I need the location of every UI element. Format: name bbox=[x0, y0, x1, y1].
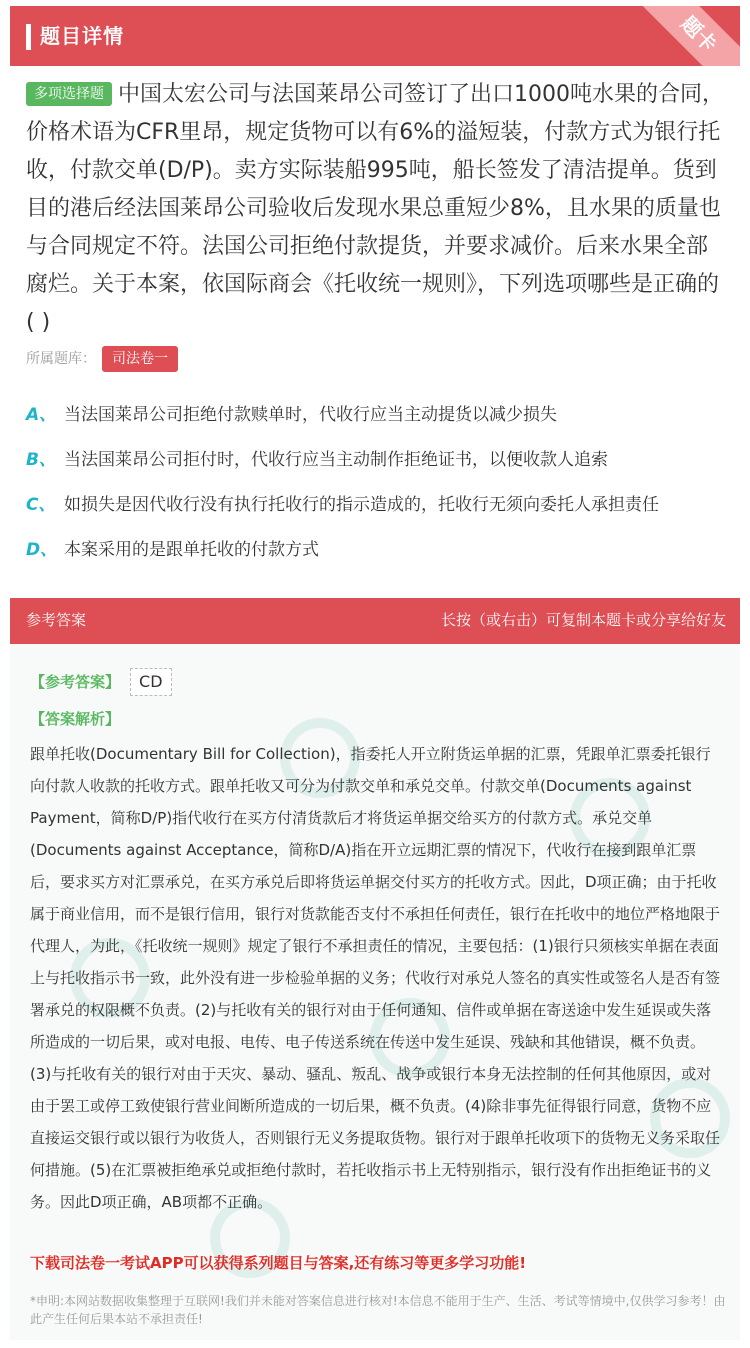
answer-header-title: 参考答案 bbox=[26, 611, 87, 629]
analysis-text: 跟单托收(Documentary Bill for Collection)，指委托人开立附货运单据的汇票，凭跟单汇票委托银行向付款人收款的托收方式。跟单托收又可分为付款交单和承兑交单。付款交单(Documents against Payment，简称D/P)指代收行在买方付清货款后才将货运单据交给买方的付款方式。承兑交单 (Documents against Acceptance，简称D/A)指在开立远期汇票的情况下，代收行在接到跟单汇票后，要求买方对汇票承兑，在买方承兑后即将货运单据交付买方的托收方式。因此，D项正确；由于托收属于商业信用，而不是银行信用，银行对货款能否支付不承担任何责任，银行在托收中的地位严格地限于代理人，为此，《托收统一规则》规定了银行不承担责任的情况，主要包括：(1)银行只须核实单据在表面上与托收指示书一致，此外没有进一步检验单据的义务；代收行对承兑人签名的真实性或签名人是否有签署承兑的权限概不负责。(2)与托收有关的银行对由于任何通知、信件或单据在寄送途中发生延误或失落所造成的一切后果，或对电报、电传、电子传送系统在传送中发生延误、残缺和其他错误，概不负责。(3)与托收有关的银行对由于天灾、暴动、骚乱、叛乱、战争或银行本身无法控制的任何其他原因，或对由于罢工或停工致使银行营业间断所造成的一切后果，概不负责。(4)除非事先征得银行同意，货物不应直接运交银行或以银行为收货人，否则银行无义务提取货物。银行对于跟单托收项下的货物无义务采取任何措施。(5)在汇票被拒绝承兑或拒绝付款时，若托收指示书上无特别指示，银行没有作出拒绝证书的义务。因此D项正确，AB项都不正确。 bbox=[30, 745, 721, 1211]
question-text: 中国太宏公司与法国莱昂公司签订了出口1000吨水果的合同，价格术语为CFR里昂，规定货物可以有6%的溢短装，付款方式为银行托收，付款交单(D/P)。卖方实际装船995吨，船长签发了清洁提单。货到目的港后经法国莱昂公司验收后发现水果总重短少8%，且水果的质量也与合同规定不符。法国公司拒绝付款提货，并要求减价。后来水果全部腐烂。关于本案，依国际商会《托收统一规则》，下列选项哪些是正确的( ) bbox=[26, 82, 724, 335]
answer-card[interactable] bbox=[10, 598, 740, 1340]
option-a[interactable] bbox=[26, 400, 726, 430]
option-text: 如损失是因代收行没有执行托收行的指示造成的，托收行无须向委托人承担责任 bbox=[64, 495, 659, 515]
question-bank-label: 所属题库： bbox=[26, 351, 96, 367]
option-c[interactable] bbox=[26, 490, 726, 520]
answer-label: 【参考答案】 bbox=[30, 673, 121, 691]
card-ribbon: 题卡 bbox=[632, 6, 740, 66]
option-text: 当法国莱昂公司拒付时，代收行应当主动制作拒绝证书，以便收款人追索 bbox=[64, 450, 608, 470]
option-letter: A、 bbox=[26, 405, 57, 425]
page-title: 题目详情 bbox=[40, 24, 124, 48]
option-letter: C、 bbox=[26, 495, 56, 515]
option-d[interactable] bbox=[26, 535, 726, 565]
option-b[interactable] bbox=[26, 445, 726, 475]
share-hint: 长按（或右击）可复制本题卡或分享给好友 bbox=[440, 611, 726, 629]
app-download-promo[interactable]: 下载司法卷一考试APP可以获得系列题目与答案,还有练习等更多学习功能! bbox=[30, 1254, 527, 1272]
question-bank-row bbox=[26, 346, 178, 372]
option-letter: D、 bbox=[26, 540, 58, 560]
disclaimer: *申明:本网站数据收集整理于互联网!我们并未能对答案信息进行核对!本信息不能用于生产、生活、考试等情境中,仅供学习参考！由此产生任何后果本站不承担责任! bbox=[30, 1294, 726, 1326]
reference-answer bbox=[30, 668, 172, 694]
question-type-badge: 多项选择题 bbox=[26, 82, 112, 106]
answer-value: CD bbox=[130, 668, 172, 696]
detail-header bbox=[10, 6, 740, 66]
question-bank-tag[interactable]: 司法卷一 bbox=[102, 346, 178, 372]
header-accent-bar bbox=[26, 24, 31, 50]
question-stem bbox=[26, 76, 726, 342]
option-text: 本案采用的是跟单托收的付款方式 bbox=[64, 540, 319, 560]
option-text: 当法国莱昂公司拒绝付款赎单时，代收行应当主动提货以减少损失 bbox=[64, 405, 557, 425]
answer-header bbox=[10, 598, 740, 644]
analysis-label: 【答案解析】 bbox=[30, 710, 121, 728]
option-letter: B、 bbox=[26, 450, 56, 470]
